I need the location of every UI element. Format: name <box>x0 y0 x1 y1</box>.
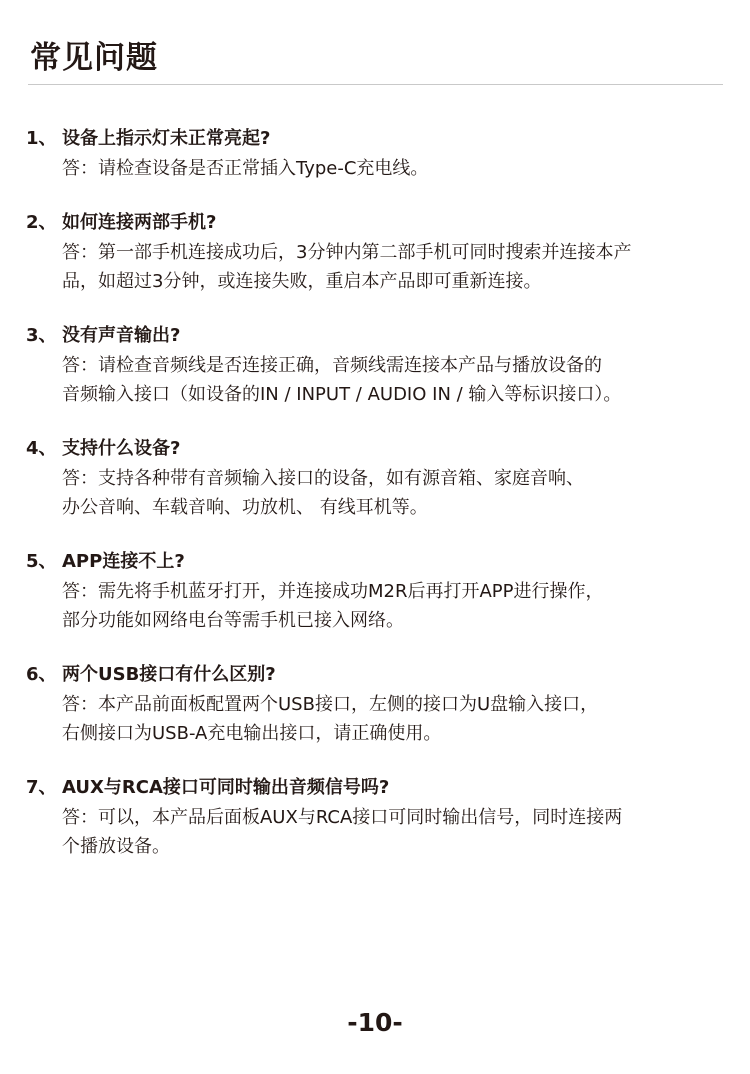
faq-answer <box>62 577 726 635</box>
faq-answer-line: 音频输入接口（如设备的IN / INPUT / AUDIO IN / 输入等标识接口）。 <box>62 384 622 405</box>
page-number: -10- <box>347 1008 403 1037</box>
faq-answer <box>62 803 726 861</box>
faq-number: 6、 <box>26 664 57 685</box>
faq-item-5 <box>26 547 726 635</box>
page-title: 常见问题 <box>30 40 158 76</box>
faq-item-6 <box>26 660 726 748</box>
faq-question <box>26 547 726 577</box>
faq-item-1 <box>26 124 726 183</box>
faq-question-text: AUX与RCA接口可同时输出音频信号吗? <box>62 777 390 798</box>
faq-item-3 <box>26 321 726 409</box>
faq-question <box>26 660 726 690</box>
faq-answer-line: 部分功能如网络电台等需手机已接入网络。 <box>62 610 404 631</box>
faq-question-text: APP连接不上? <box>62 551 185 572</box>
faq-question-text: 设备上指示灯未正常亮起? <box>62 128 271 149</box>
faq-item-2 <box>26 208 726 296</box>
faq-answer-line: 品，如超过3分钟，或连接失败，重启本产品即可重新连接。 <box>62 271 542 292</box>
faq-answer-line: 个播放设备。 <box>62 836 170 857</box>
faq-question <box>26 208 726 238</box>
faq-item-4 <box>26 434 726 522</box>
faq-answer-line: 答：需先将手机蓝牙打开，并连接成功M2R后再打开APP进行操作， <box>62 581 604 602</box>
faq-question <box>26 321 726 351</box>
faq-number: 4、 <box>26 438 57 459</box>
faq-number: 5、 <box>26 551 57 572</box>
faq-answer-line: 办公音响、车载音响、功放机、 有线耳机等。 <box>62 497 428 518</box>
faq-question-text: 支持什么设备? <box>62 438 181 459</box>
faq-answer-line: 答：可以，本产品后面板AUX与RCA接口可同时输出信号，同时连接两 <box>62 807 623 828</box>
faq-answer-line: 答：支持各种带有音频输入接口的设备，如有源音箱、家庭音响、 <box>62 468 584 489</box>
faq-number: 3、 <box>26 325 57 346</box>
faq-number: 1、 <box>26 128 57 149</box>
faq-answer-line: 答：第一部手机连接成功后，3分钟内第二部手机可同时搜索并连接本产 <box>62 242 632 263</box>
faq-answer-line: 答：请检查设备是否正常插入Type-C充电线。 <box>62 158 429 179</box>
faq-question <box>26 773 726 803</box>
faq-question <box>26 434 726 464</box>
faq-question-text: 没有声音输出? <box>62 325 181 346</box>
faq-item-7 <box>26 773 726 861</box>
faq-answer <box>62 464 726 522</box>
faq-answer <box>62 154 726 183</box>
faq-answer-line: 右侧接口为USB-A充电输出接口，请正确使用。 <box>62 723 442 744</box>
faq-answer-line: 答：本产品前面板配置两个USB接口，左侧的接口为U盘输入接口， <box>62 694 599 715</box>
faq-answer <box>62 690 726 748</box>
faq-number: 7、 <box>26 777 57 798</box>
title-divider <box>28 84 723 85</box>
faq-number: 2、 <box>26 212 57 233</box>
faq-question-text: 两个USB接口有什么区别? <box>62 664 276 685</box>
faq-question <box>26 124 726 154</box>
faq-question-text: 如何连接两部手机? <box>62 212 217 233</box>
faq-answer <box>62 238 726 296</box>
faq-answer-line: 答：请检查音频线是否连接正确，音频线需连接本产品与播放设备的 <box>62 355 602 376</box>
faq-answer <box>62 351 726 409</box>
faq-list <box>26 124 726 886</box>
